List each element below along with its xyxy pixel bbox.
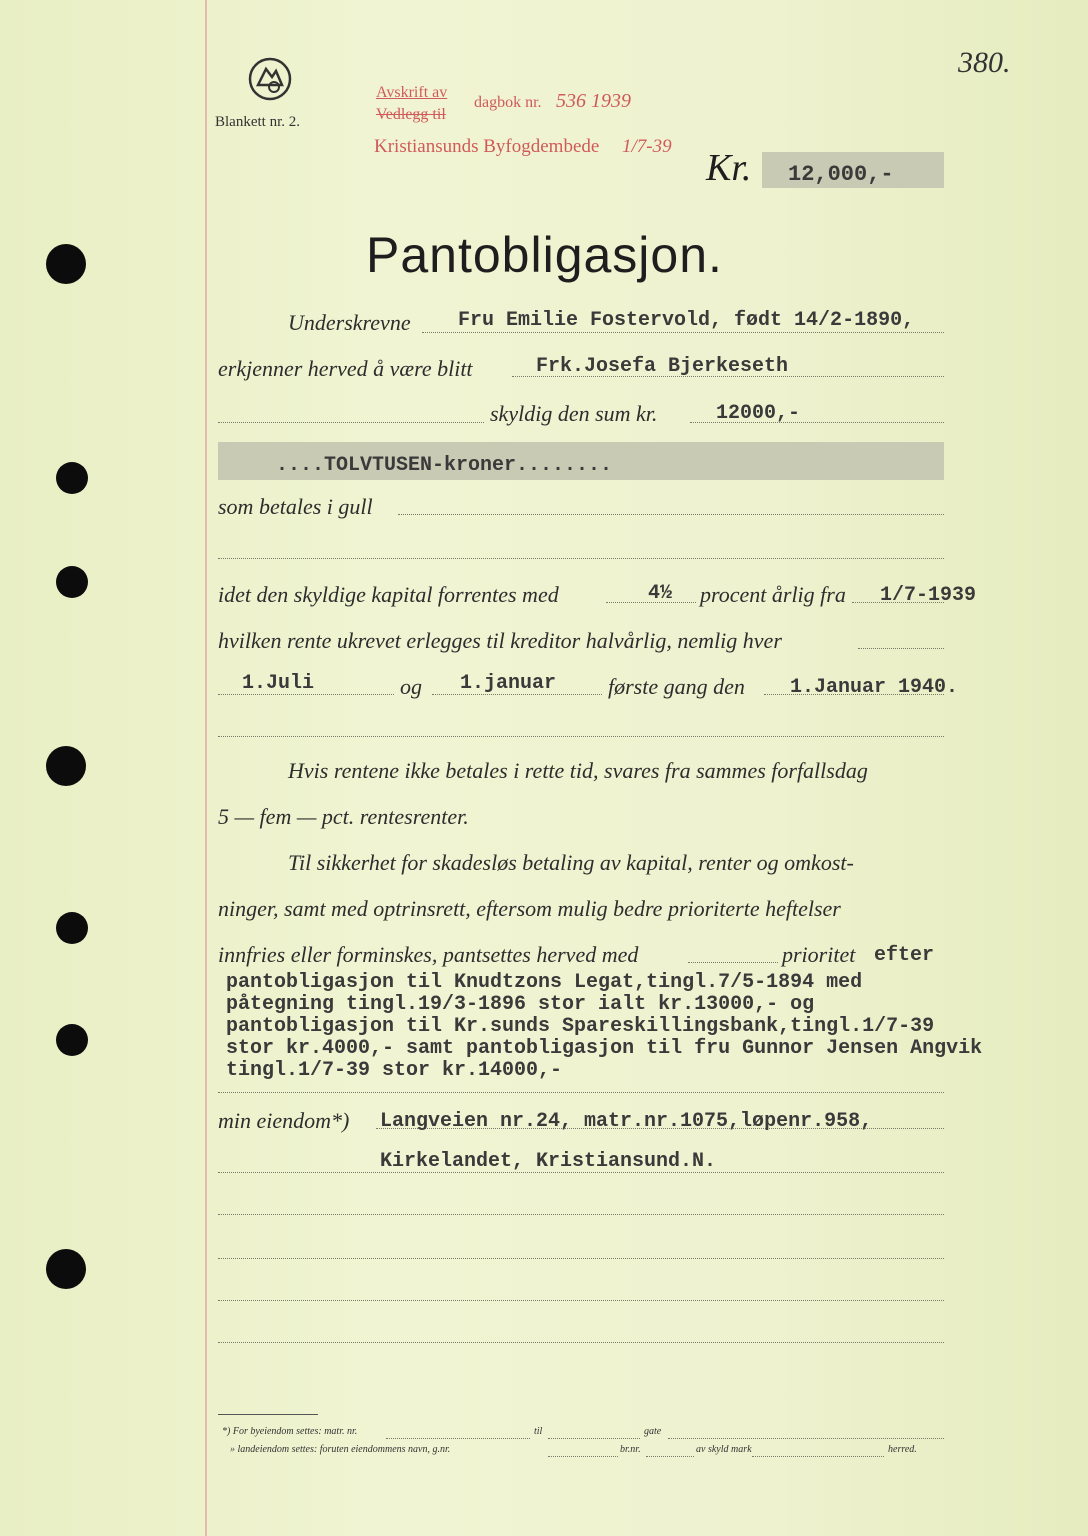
stamp-date: 1/7-39 [622, 136, 672, 157]
dotted-line [218, 736, 944, 737]
footnote-rule [218, 1414, 318, 1415]
dotted-line [688, 962, 778, 963]
punch-hole [56, 1024, 88, 1056]
dotted-line [218, 1300, 944, 1301]
debt-label: skyldig den sum kr. [490, 401, 658, 426]
creditor-value: Frk.Josefa Bjerkeseth [536, 355, 789, 378]
undersigned-value: Fru Emilie Fostervold, født 14/2-1890, [458, 309, 915, 332]
stamp-copy-of: Avskrift av [376, 84, 448, 101]
undersigned-label: Underskrevne [288, 310, 411, 335]
acknowledge-label: erkjenner herved å være blitt [218, 356, 473, 381]
security-clause-1: Til sikkerhet for skadesløs betaling av kapital, renter og omkost- [288, 850, 854, 875]
payment-terms-label: hvilken rente ukrevet erlegges til kreditor halvårlig, nemlig hver [218, 628, 782, 653]
kr-label: Kr. [706, 147, 752, 189]
and-label: og [400, 674, 422, 699]
punch-hole [56, 462, 88, 494]
first-payment-date: 1.Januar 1940. [790, 676, 959, 699]
dotted-line [646, 1456, 694, 1457]
stamp-journal-label: dagbok nr. [474, 94, 542, 111]
debt-value: 12000,- [716, 402, 801, 425]
prior-lien-line: påtegning tingl.19/3-1896 stor ialt kr.13000,- og [226, 993, 815, 1016]
footnote-to: til [534, 1426, 543, 1437]
gold-label: som betales i gull [218, 494, 373, 519]
dotted-line [218, 1258, 944, 1259]
interest-rate: 4½ [648, 582, 673, 605]
dotted-line [218, 1342, 944, 1343]
dotted-line [422, 332, 944, 333]
footnote-street: gate [644, 1426, 662, 1437]
dotted-line [752, 1456, 884, 1457]
form-label: Blankett nr. 2. [215, 114, 300, 130]
term-date-1: 1.Juli [242, 672, 315, 695]
amount-in-words: ....TOLVTUSEN-kroner........ [276, 454, 613, 477]
late-interest-rate: 5 — fem — pct. rentesrenter. [218, 804, 469, 829]
footnote-city: *) For byeiendom settes: matr. nr. [222, 1426, 358, 1437]
punch-hole [46, 244, 86, 284]
prior-lien-line: pantobligasjon til Kr.sunds Spareskillingsbank,tingl.1/7-39 [226, 1015, 935, 1038]
stamp-journal-number: 536 1939 [556, 90, 631, 112]
percent-label: procent årlig fra [700, 582, 846, 607]
prior-lien-line: stor kr.4000,- samt pantobligasjon til fru Gunnor Jensen Angvik [226, 1037, 983, 1060]
punch-hole [46, 746, 86, 786]
dotted-line [386, 1438, 530, 1439]
interest-label: idet den skyldige kapital forrentes med [218, 582, 559, 607]
term-date-2: 1.januar [460, 672, 557, 695]
first-time-label: første gang den [608, 674, 745, 699]
dotted-line [218, 422, 484, 423]
dotted-line [218, 1214, 944, 1215]
footnote-herred: herred. [888, 1444, 917, 1455]
printer-logo-icon [246, 55, 294, 103]
stamp-attachment-struck: Vedlegg til [376, 106, 446, 123]
dotted-line [668, 1438, 944, 1439]
security-clause-3: innfries eller forminskes, pantsettes herved med [218, 942, 639, 967]
document-title: Pantobligasjon. [366, 227, 723, 283]
punch-hole [56, 566, 88, 598]
punch-hole [56, 912, 88, 944]
page-number: 380. [958, 46, 1011, 79]
property-value-2: Kirkelandet, Kristiansund.N. [380, 1150, 717, 1173]
property-label: min eiendom*) [218, 1108, 350, 1133]
margin-rule [205, 0, 207, 1536]
priority-label: prioritet [782, 942, 856, 967]
footnote-brnr: br.nr. [620, 1444, 641, 1455]
dotted-line [858, 648, 944, 649]
footnote-skyld: av skyld mark [696, 1444, 752, 1455]
dotted-line [218, 1092, 944, 1093]
interest-from-date: 1/7-1939 [880, 584, 977, 607]
security-clause-2: ninger, samt med optrinsrett, eftersom mulig bedre prioriterte heftelser [218, 896, 841, 921]
priority-value: efter [874, 944, 935, 967]
property-value: Langveien nr.24, matr.nr.1075,løpenr.958, [380, 1110, 873, 1133]
kr-amount: 12,000,- [788, 162, 894, 187]
prior-lien-line: pantobligasjon til Knudtzons Legat,tingl.7/5-1894 med [226, 971, 863, 994]
dotted-line [548, 1456, 618, 1457]
stamp-office: Kristiansunds Byfogdembede [374, 136, 600, 157]
dotted-line [548, 1438, 640, 1439]
late-interest-clause: Hvis rentene ikke betales i rette tid, svares fra sammes forfallsdag [288, 758, 868, 783]
dotted-line [398, 514, 944, 515]
footnote-rural: » landeiendom settes: foruten eiendommens navn, g.nr. [230, 1444, 451, 1455]
dotted-line [218, 558, 944, 559]
punch-hole [46, 1249, 86, 1289]
prior-lien-line: tingl.1/7-39 stor kr.14000,- [226, 1059, 563, 1082]
